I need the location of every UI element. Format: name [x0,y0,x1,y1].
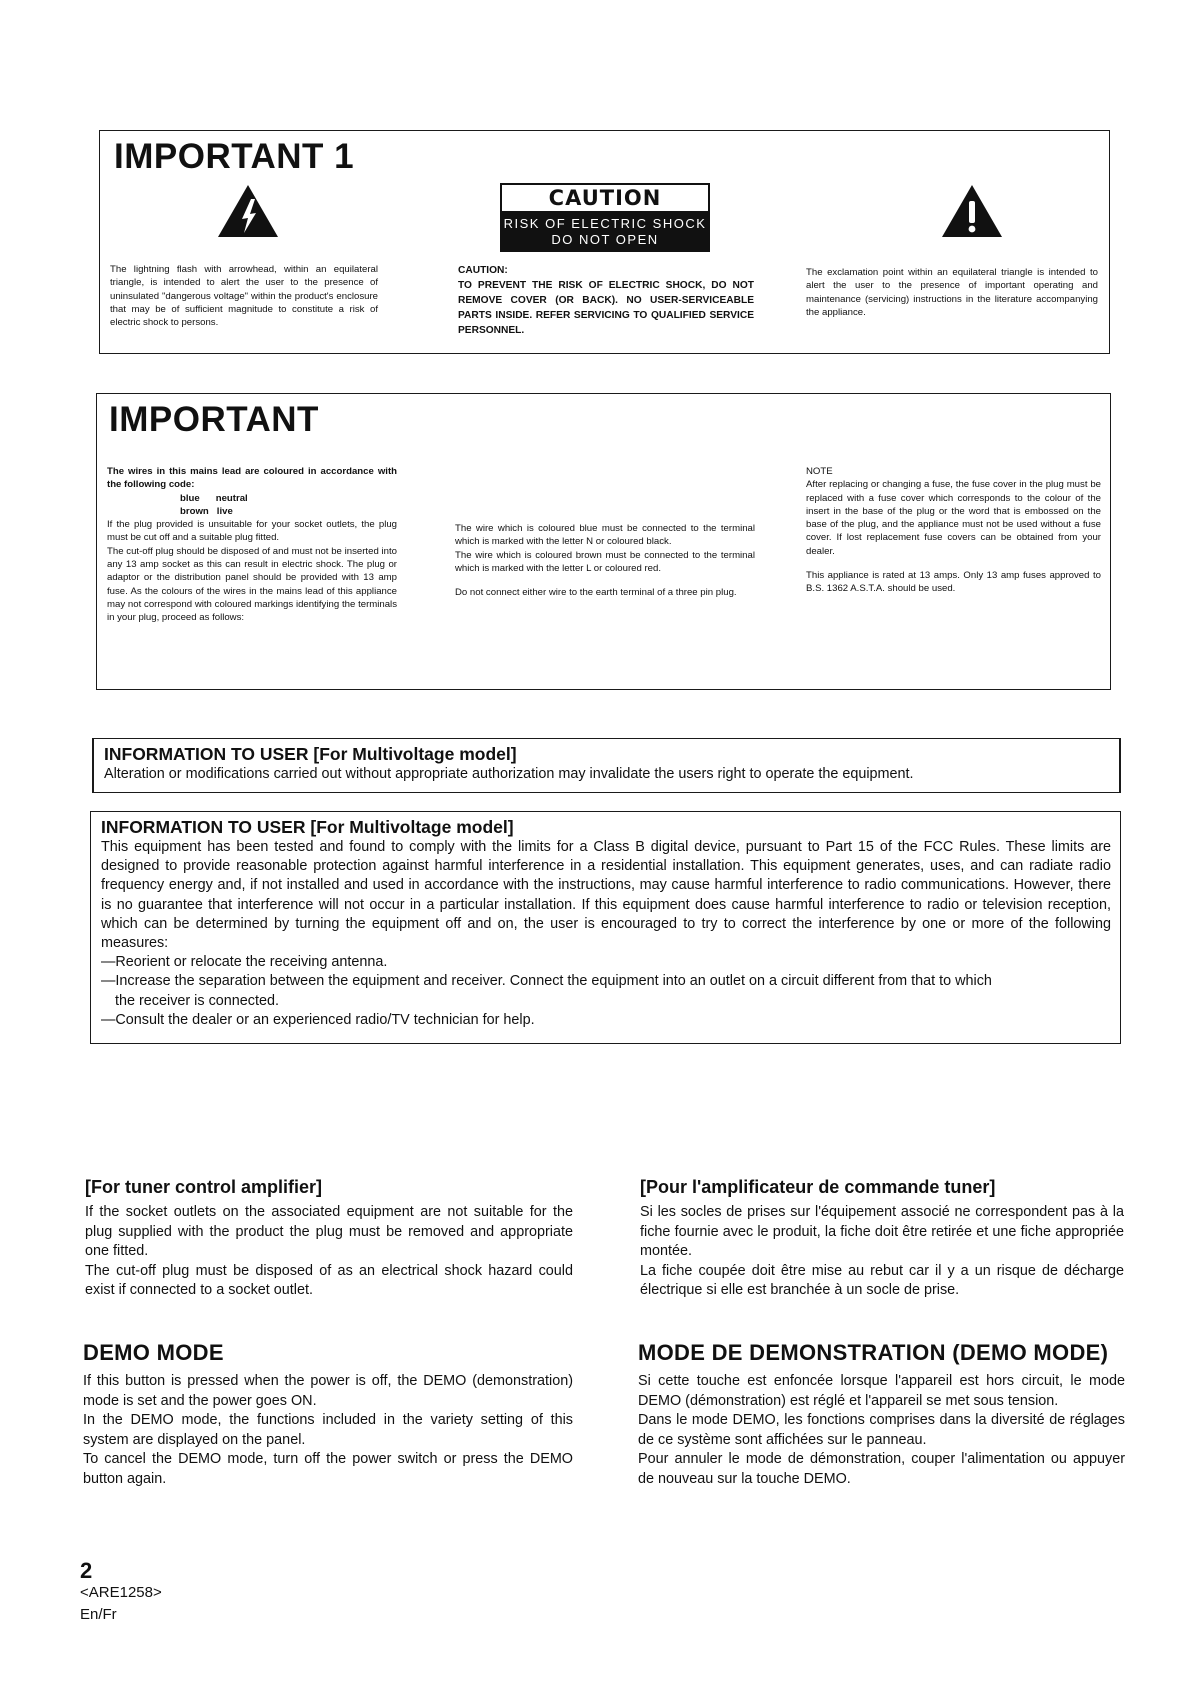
demo-en-p3: To cancel the DEMO mode, turn off the power switch or press the DEMO button again. [83,1451,573,1487]
note-label: NOTE [806,466,833,477]
caution-label-line2: DO NOT OPEN [551,232,659,247]
demo-en-p2: In the DEMO mode, the functions included in the variety setting of this system are displayed on the panel. [83,1412,573,1448]
wiring-code-brown: brown live [180,505,233,517]
demo-fr-p1: Si cette touche est enfoncée lorsque l'appareil est hors circuit, le mode DEMO (démonstration) est réglé et l'appareil se met sous tension. [638,1373,1125,1409]
caution-statement [458,263,754,338]
tuner-fr-heading: [Pour l'amplificateur de commande tuner] [640,1177,996,1197]
measure-consult: —Consult the dealer or an experienced radio/TV technician for help. [101,1011,535,1028]
important-1-title: IMPORTANT 1 [114,137,355,176]
page-number: 2 [80,1558,93,1583]
page-footer [80,1560,162,1626]
demo-fr-heading: MODE DE DEMONSTRATION (DEMO MODE) [638,1340,1109,1365]
info-title-1 [104,744,1109,765]
exclamation-warning-icon [940,183,1004,239]
info-title-2-main: INFORMATION TO USER [101,817,306,837]
important-title: IMPORTANT [109,400,319,439]
important-1-section [99,130,1110,354]
plug-unsuitable-text: If the plug provided is unsuitable for your socket outlets, the plug must be cut off and a suitable plug fitted. [107,519,397,544]
tuner-amplifier-en [85,1177,573,1301]
demo-mode-en [83,1340,573,1489]
exclamation-explanation: The exclamation point within an equilateral triangle is intended to alert the user to the presence of important operating and maintenance (servicing) instructions in the literature accompanying the appliance. [806,267,1098,318]
measure-reorient: —Reorient or relocate the receiving antenna. [101,954,388,971]
lightning-explanation: The lightning flash with arrowhead, within an equilateral triangle, is intended to alert the user to the presence of uninsulated "dangerous voltage" within the product's enclosure that may be of sufficient magnitude to constitute a risk of electric shock to persons. [110,264,378,329]
info-title-2 [101,817,1111,838]
fuse-cover-text: After replacing or changing a fuse, the fuse cover in the plug must be replaced with a fuse cover which corresponds to the colour of the insert in the base of the plug or the word that is embossed on the base of the plug, and the appliance must not be used without a fuse cover. If lost replacement fuse covers can be obtained from your dealer. [806,479,1101,557]
document-code: <ARE1258> [80,1584,162,1601]
wiring-code-heading: The wires in this mains lead are coloured in accordance with the following code: [107,466,397,491]
lightning-warning-icon [216,183,280,239]
wire-connection-column [455,522,755,599]
demo-en-heading: DEMO MODE [83,1340,224,1365]
info-text-1: Alteration or modifications carried out without appropriate authorization may invalidate the users right to operate the equipment. [104,766,914,782]
fuse-rating-text: This appliance is rated at 13 amps. Only 13 amp fuses approved to B.S. 1362 A.S.T.A. should be used. [806,570,1101,595]
tuner-en-p2: The cut-off plug must be disposed of as an electrical shock hazard could exist if connected to a socket outlet. [85,1262,573,1298]
fuse-note-column [806,465,1101,596]
tuner-en-p1: If the socket outlets on the associated equipment are not suitable for the plug supplied with the product the plug must be removed and appropriate one fitted. [85,1204,573,1259]
demo-en-p1: If this button is pressed when the power is off, the DEMO (demonstration) mode is set and the power goes ON. [83,1373,573,1409]
caution-label-title: CAUTION [500,183,710,213]
important-wiring-section [96,393,1111,690]
blue-wire-text: The wire which is coloured blue must be connected to the terminal which is marked with the letter N or coloured black. [455,523,755,548]
wiring-code-column [107,465,397,625]
measure-separate-cont: the receiver is connected. [115,992,279,1009]
demo-fr-p2: Dans le mode DEMO, les fonctions comprises dans la diversité de réglages de ce système sont affichées sur le panneau. [638,1412,1125,1448]
fcc-statement: This equipment has been tested and found to comply with the limits for a Class B digital device, pursuant to Part 15 of the FCC Rules. These limits are designed to provide reasonable protection against harmful interference in a residential installation. This equipment generates, uses, and can radiate radio frequency energy and, if not installed and used in accordance with the instructions, may cause harmful interference to radio communications. However, there is no guarantee that interference will not occur in a particular installation. If this equipment does cause harmful interference to radio or television reception, which can be determined by turning the equipment off and on, the user is encouraged to try to correct the interference by one or more of the following measures: [101,839,1111,952]
wiring-code-blue: blue neutral [180,492,248,504]
language-code: En/Fr [80,1606,117,1623]
cut-off-plug-text: The cut-off plug should be disposed of and must not be inserted into any 13 amp socket as this can result in electric shock. The plug or adaptor or the distribution panel should be provided with 13 amp fuse. As the colours of the wires in the mains lead of this appliance may not correspond with coloured markings identifying the terminals in your plug, proceed as follows: [107,545,397,624]
earth-terminal-text: Do not connect either wire to the earth terminal of a three pin plug. [455,587,737,599]
caution-text: TO PREVENT THE RISK OF ELECTRIC SHOCK, DO NOT REMOVE COVER (OR BACK). NO USER-SERVICEABLE PARTS INSIDE. REFER SERVICING TO QUALIFIED SERVICE PERSONNEL. [458,280,754,336]
caution-label [500,183,710,252]
demo-mode-fr [638,1340,1125,1489]
info-title-2-bracket: [For Multivoltage model] [310,817,514,837]
tuner-en-heading: [For tuner control amplifier] [85,1177,323,1197]
info-title-1-main: INFORMATION TO USER [104,744,309,764]
tuner-fr-p2: La fiche coupée doit être mise au rebut car il y a un risque de décharge électrique si elle est branchée à un socle de prise. [640,1262,1124,1298]
info-user-section-1 [92,738,1121,793]
demo-fr-p3: Pour annuler le mode de démonstration, couper l'alimentation ou appuyer de nouveau sur la touche DEMO. [638,1451,1125,1487]
tuner-fr-p1: Si les socles de prises sur l'équipement associé ne correspondent pas à la fiche fournie avec le produit, la fiche doit être retirée et une fiche appropriée montée. [640,1204,1124,1259]
caution-label-line1: RISK OF ELECTRIC SHOCK [503,216,707,231]
caution-heading: CAUTION: [458,265,508,276]
info-user-section-2 [90,811,1121,1044]
measure-separate: —Increase the separation between the equipment and receiver. Connect the equipment into an outlet on a circuit different from that to which [101,973,992,990]
caution-label-text [500,213,710,252]
tuner-amplifier-fr [640,1177,1124,1301]
brown-wire-text: The wire which is coloured brown must be connected to the terminal which is marked with the letter L or coloured red. [455,549,755,574]
info-title-1-bracket: [For Multivoltage model] [313,744,517,764]
